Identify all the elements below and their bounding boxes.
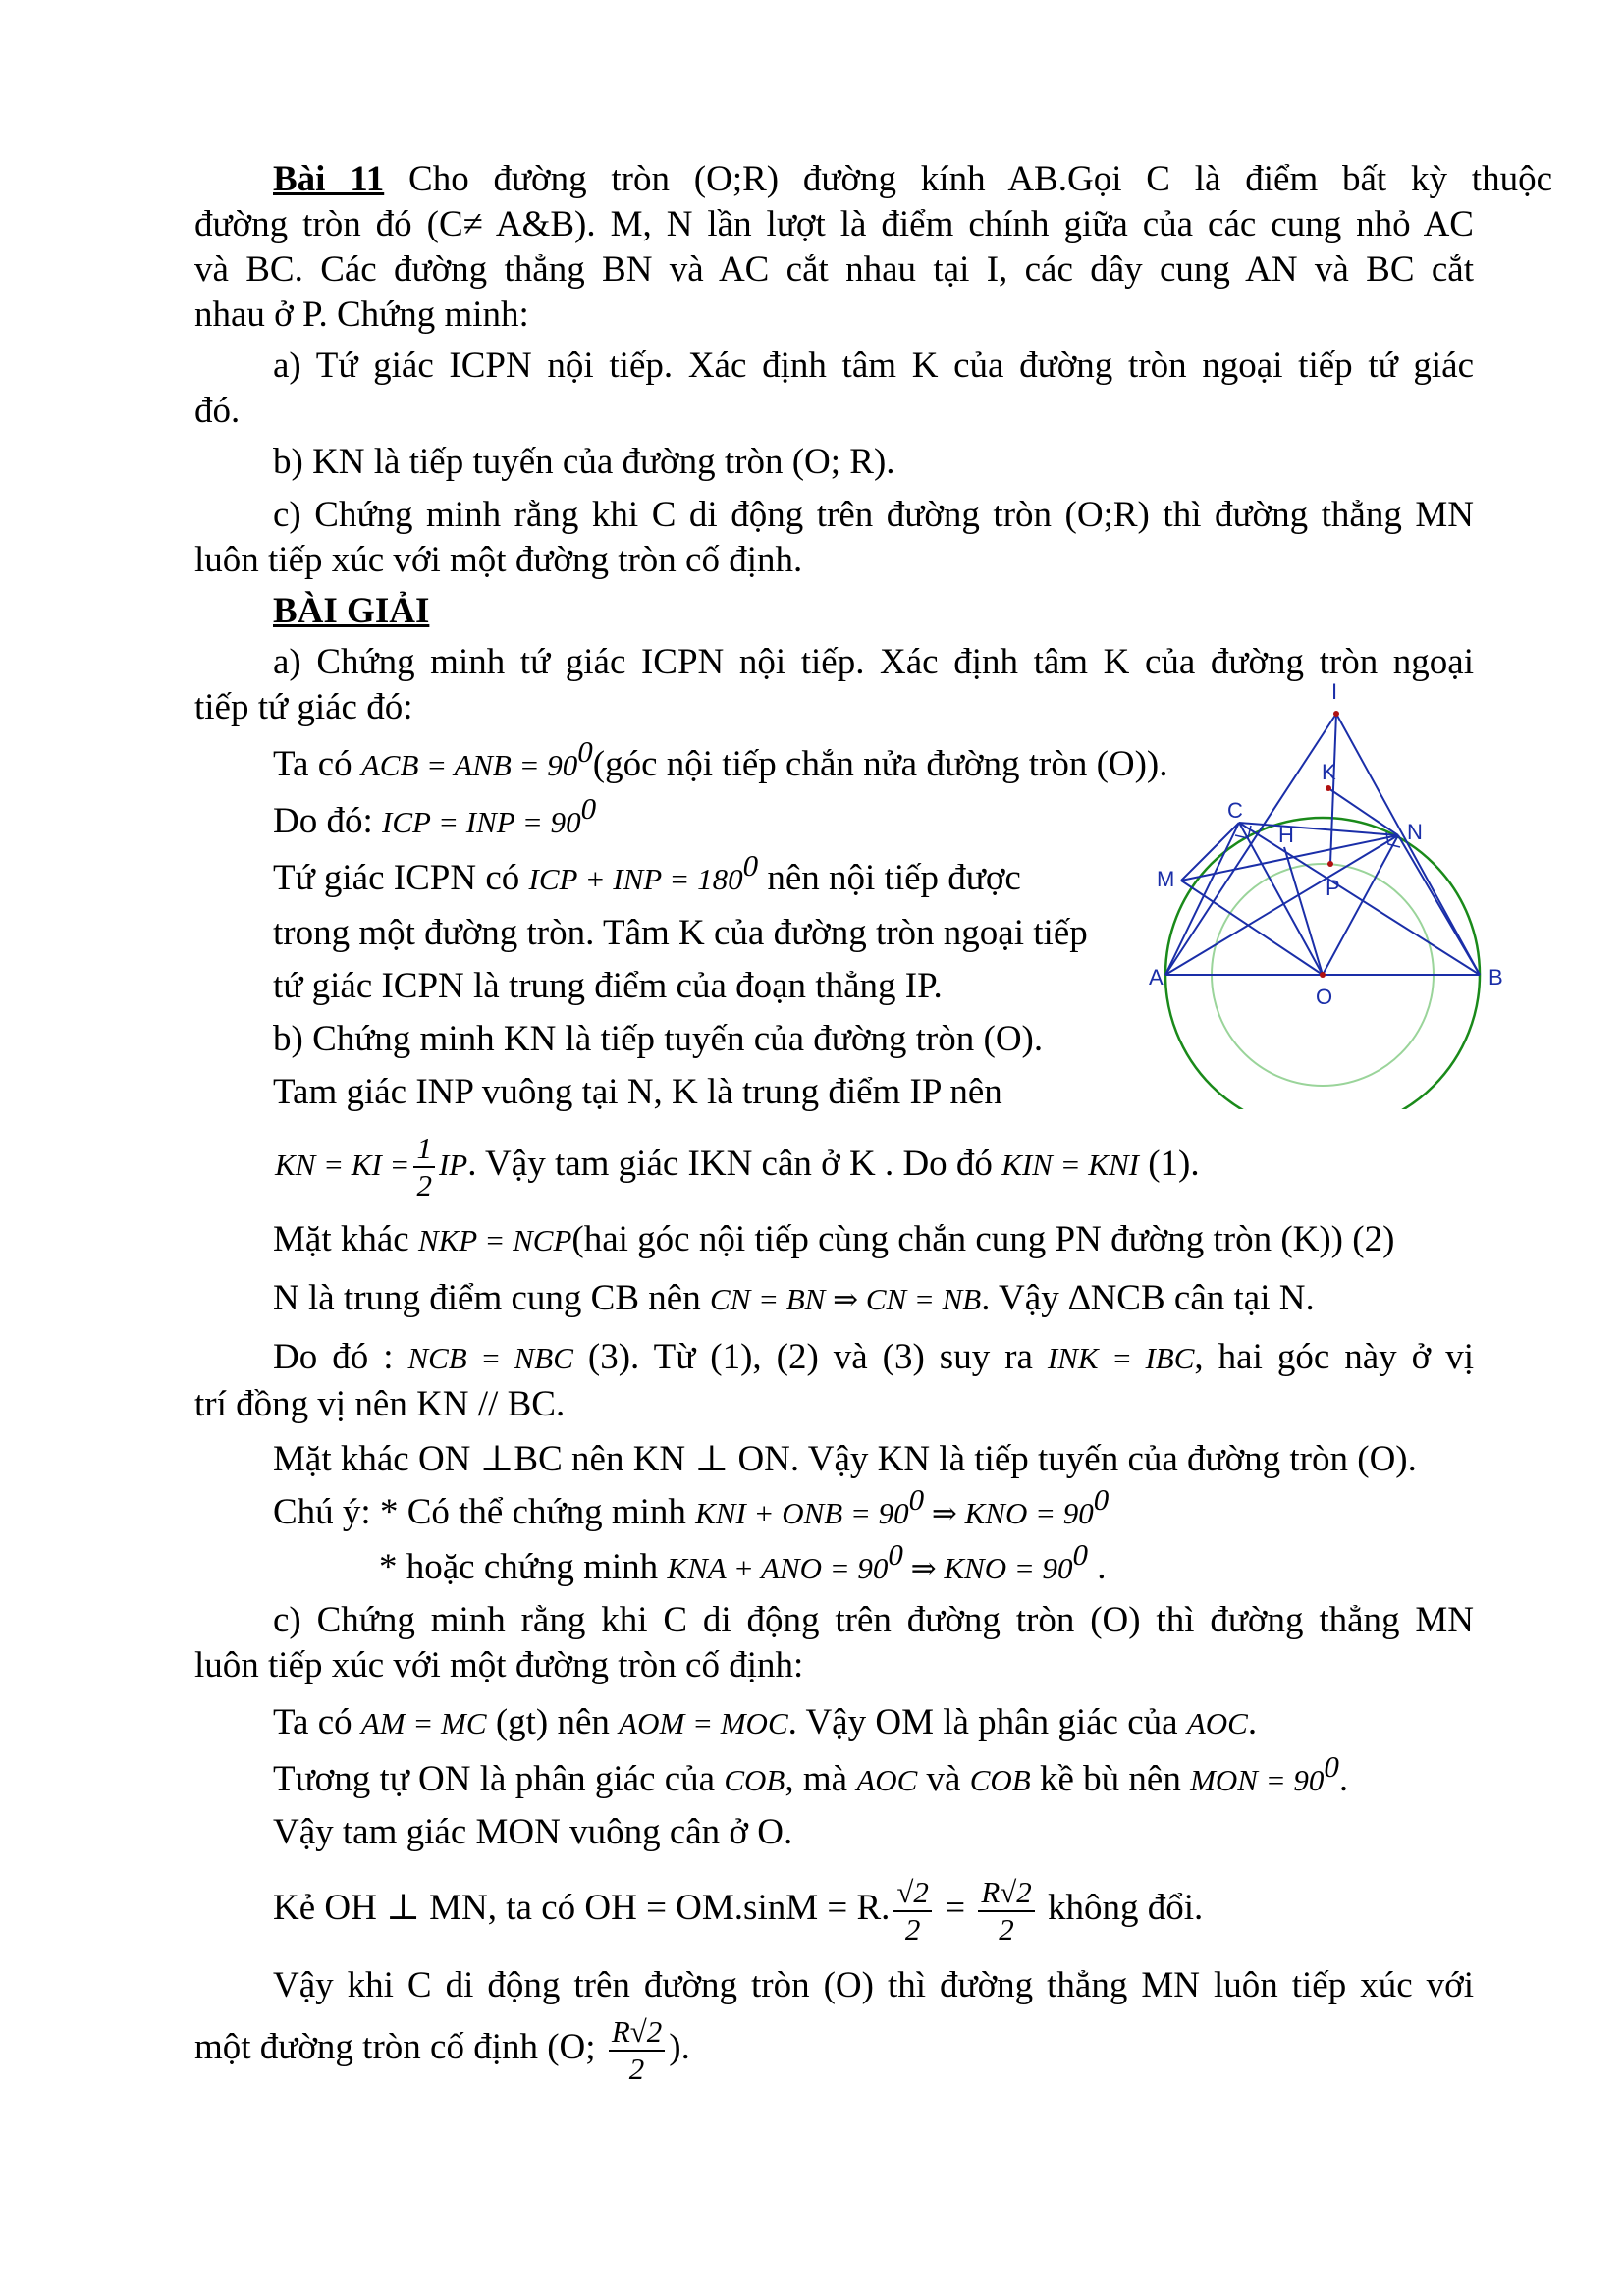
fraction-rsqrt2-over-2 (978, 1875, 1034, 1948)
math-sup: 0 (908, 1482, 925, 1517)
point-label-o: O (1316, 985, 1333, 1009)
geometry-figure (1149, 677, 1512, 1109)
text: Kẻ OH ⊥ MN, ta có OH = OM.sinM = R. (273, 1888, 891, 1928)
point-label-h: H (1278, 823, 1294, 847)
text: * hoặc chứng minh (379, 1547, 668, 1587)
frac-num: R√2 (609, 2014, 665, 2052)
math: KIN = KNI (1001, 1148, 1139, 1182)
point-k (1326, 785, 1331, 791)
solution-b-step6: trí đồng vị nên KN // BC. (194, 1384, 566, 1424)
math: KN = KI = (275, 1148, 410, 1182)
math: COB (969, 1763, 1031, 1797)
solution-c-heading-cont: luôn tiếp xúc với một đường tròn cố định: (194, 1645, 804, 1685)
solution-heading-text: BÀI GIẢI (273, 591, 430, 631)
solution-b-step5 (273, 1335, 1474, 1381)
frac-den: 2 (999, 1911, 1014, 1947)
solution-c-step1 (273, 1700, 1257, 1746)
segment-nb (1398, 835, 1480, 975)
solution-b-step7: Mặt khác ON ⊥BC nên KN ⊥ ON. Vậy KN là tiếp tuyến của đường tròn (O). (273, 1439, 1417, 1479)
fraction-sqrt2-over-2 (893, 1875, 932, 1948)
text: . Vậy tam giác IKN cân ở K . Do đó (467, 1144, 1002, 1184)
text: Do đó: (273, 801, 382, 841)
segment-cb (1239, 823, 1480, 975)
math: CN = BN ⇒ CN = NB (709, 1282, 982, 1316)
math-sup: 0 (577, 734, 593, 769)
segment-an (1165, 835, 1398, 975)
text: một đường tròn cố định (O; (194, 2027, 605, 2067)
text: . (1247, 1702, 1258, 1742)
math-sup: 0 (1093, 1482, 1110, 1517)
math: ICP + INP = 180 (528, 862, 743, 896)
note-line-1 (273, 1482, 1110, 1536)
segment-om (1181, 881, 1323, 975)
problem-line-2: đường tròn đó (C≠ A&B). M, N lần lượt là điểm chính giữa của các cung nhỏ AC (194, 204, 1474, 244)
point-label-n: N (1407, 820, 1423, 844)
math-sup: 0 (742, 848, 759, 882)
math: IP (438, 1148, 468, 1182)
point-p (1327, 861, 1333, 867)
solution-a-heading: a) Chứng minh tứ giác ICPN nội tiếp. Xác định tâm K của đường tròn ngoại (273, 642, 1474, 682)
frac-den: 2 (628, 2051, 645, 2086)
solution-c-step3: Vậy tam giác MON vuông cân ở O. (273, 1812, 793, 1852)
text: N là trung điểm cung CB nên (273, 1278, 710, 1318)
text: (góc nội tiếp chắn nửa đường tròn (O)). (592, 744, 1168, 784)
text: (hai góc nội tiếp cùng chắn cung PN đường tròn (K)) (2) (571, 1219, 1395, 1259)
solution-a-step4: trong một đường tròn. Tâm K của đường tròn ngoại tiếp (273, 913, 1088, 953)
text: . Vậy OM là phân giác của (787, 1702, 1187, 1742)
fraction-rsqrt2-over-2 (609, 2014, 665, 2087)
math: NCB = NBC (407, 1341, 573, 1375)
math: MON = 90 (1190, 1763, 1325, 1797)
solution-a-step3 (273, 848, 1021, 902)
solution-a-step5: tứ giác ICPN là trung điểm của đoạn thẳng IP. (273, 966, 943, 1006)
problem-text: Cho đường tròn (O;R) đường kính AB.Gọi C là điểm bất kỳ thuộc (384, 159, 1553, 199)
text: . (1088, 1547, 1107, 1587)
solution-b-step2 (275, 1125, 1200, 1204)
math-sup: 0 (1324, 1749, 1339, 1784)
math: AOC (1186, 1706, 1248, 1740)
point-label-i: I (1331, 679, 1338, 704)
solution-c-heading: c) Chứng minh rằng khi C di động trên đường tròn (O) thì đường thẳng MN (273, 1600, 1474, 1640)
frac-den: 2 (904, 1911, 921, 1947)
solution-heading (273, 589, 429, 634)
problem-part-c-cont: luôn tiếp xúc với một đường tròn cố định. (194, 540, 803, 580)
frac-num: R√2 (978, 1875, 1034, 1912)
text: Mặt khác (273, 1219, 418, 1259)
math: KNA + ANO = 90 (667, 1551, 889, 1585)
solution-b-heading: b) Chứng minh KN là tiếp tuyến của đường tròn (O). (273, 1019, 1044, 1059)
text: , mà (785, 1759, 857, 1799)
math-sup: 0 (888, 1537, 903, 1572)
problem-part-a-cont: đó. (194, 391, 241, 431)
solution-b-step1: Tam giác INP vuông tại N, K là trung điểm IP nên (273, 1072, 1002, 1112)
text: (3). Từ (1), (2) và (3) suy ra (572, 1337, 1048, 1377)
problem-title: Bài 11 (273, 159, 385, 199)
segment-on (1323, 835, 1398, 975)
math: NKP = NCP (417, 1223, 572, 1257)
text: (1). (1138, 1144, 1200, 1184)
math: KNI + ONB = 90 (695, 1496, 909, 1530)
math: ⇒ KNO = 90 (924, 1496, 1094, 1530)
point-label-k: K (1322, 760, 1336, 784)
frac-den: 2 (416, 1167, 432, 1202)
point-i (1333, 711, 1339, 717)
text: và (917, 1759, 970, 1799)
math: ICP = INP = 90 (382, 805, 581, 839)
problem-line-1 (273, 157, 1552, 202)
text: . Vậy ∆NCB cân tại N. (981, 1278, 1315, 1318)
solution-b-step4 (273, 1276, 1315, 1322)
math: ACB = ANB = 90 (360, 748, 578, 782)
solution-c-step4 (273, 1869, 1203, 1948)
math-sup: 0 (580, 791, 597, 826)
text: Tứ giác ICPN có (273, 858, 529, 898)
frac-num: √2 (893, 1875, 932, 1912)
problem-part-c: c) Chứng minh rằng khi C di động trên đường tròn (O;R) thì đường thẳng MN (273, 495, 1474, 535)
math: COB (724, 1763, 785, 1797)
math: AOC (856, 1763, 918, 1797)
point-label-p: P (1326, 876, 1340, 900)
segment-kn (1328, 788, 1398, 835)
math: ⇒ KNO = 90 (902, 1551, 1073, 1585)
text: Ta có (273, 744, 361, 784)
solution-b-step3 (273, 1217, 1394, 1263)
math-sup: 0 (1072, 1537, 1089, 1572)
point-label-c: C (1227, 798, 1243, 823)
text: Tương tự ON là phân giác của (273, 1759, 725, 1799)
solution-a-heading-cont: tiếp tứ giác đó: (194, 687, 413, 727)
solution-c-step2 (273, 1749, 1349, 1803)
text: = (935, 1888, 975, 1928)
segment-mc (1181, 823, 1239, 881)
math: AOM = MOC (619, 1706, 788, 1740)
text: Ta có (273, 1702, 361, 1742)
problem-line-3: và BC. Các đường thẳng BN và AC cắt nhau tại I, các dây cung AN và BC cắt (194, 249, 1474, 290)
text: Chú ý: * Có thể chứng minh (273, 1492, 696, 1532)
solution-c-step5: Vậy khi C di động trên đường tròn (O) thì đường thẳng MN luôn tiếp xúc với (273, 1965, 1474, 2005)
point-label-b: B (1489, 965, 1503, 989)
point-label-m: M (1157, 867, 1175, 891)
text: (gt) nên (486, 1702, 620, 1742)
text: Do đó : (273, 1337, 408, 1377)
math: AM = MC (360, 1706, 487, 1740)
text: không đổi. (1038, 1888, 1204, 1928)
text: . (1338, 1759, 1349, 1799)
point-o (1320, 972, 1326, 978)
fraction-half (413, 1131, 435, 1203)
note-line-2 (379, 1537, 1107, 1591)
text: ). (669, 2027, 690, 2067)
solution-a-step1 (273, 734, 1168, 788)
solution-a-step2 (273, 791, 597, 845)
problem-part-a: a) Tứ giác ICPN nội tiếp. Xác định tâm K của đường tròn ngoại tiếp tứ giác (273, 346, 1474, 386)
solution-c-step6 (194, 2008, 690, 2087)
frac-num: 1 (413, 1131, 435, 1168)
text: kề bù nên (1030, 1759, 1191, 1799)
text: , hai góc này ở vị (1194, 1337, 1474, 1377)
text: nên nội tiếp được (758, 858, 1021, 898)
problem-line-4: nhau ở P. Chứng minh: (194, 294, 529, 335)
point-label-a: A (1149, 965, 1164, 989)
problem-part-b: b) KN là tiếp tuyến của đường tròn (O; R). (273, 442, 895, 482)
math: INK = IBC (1047, 1341, 1195, 1375)
